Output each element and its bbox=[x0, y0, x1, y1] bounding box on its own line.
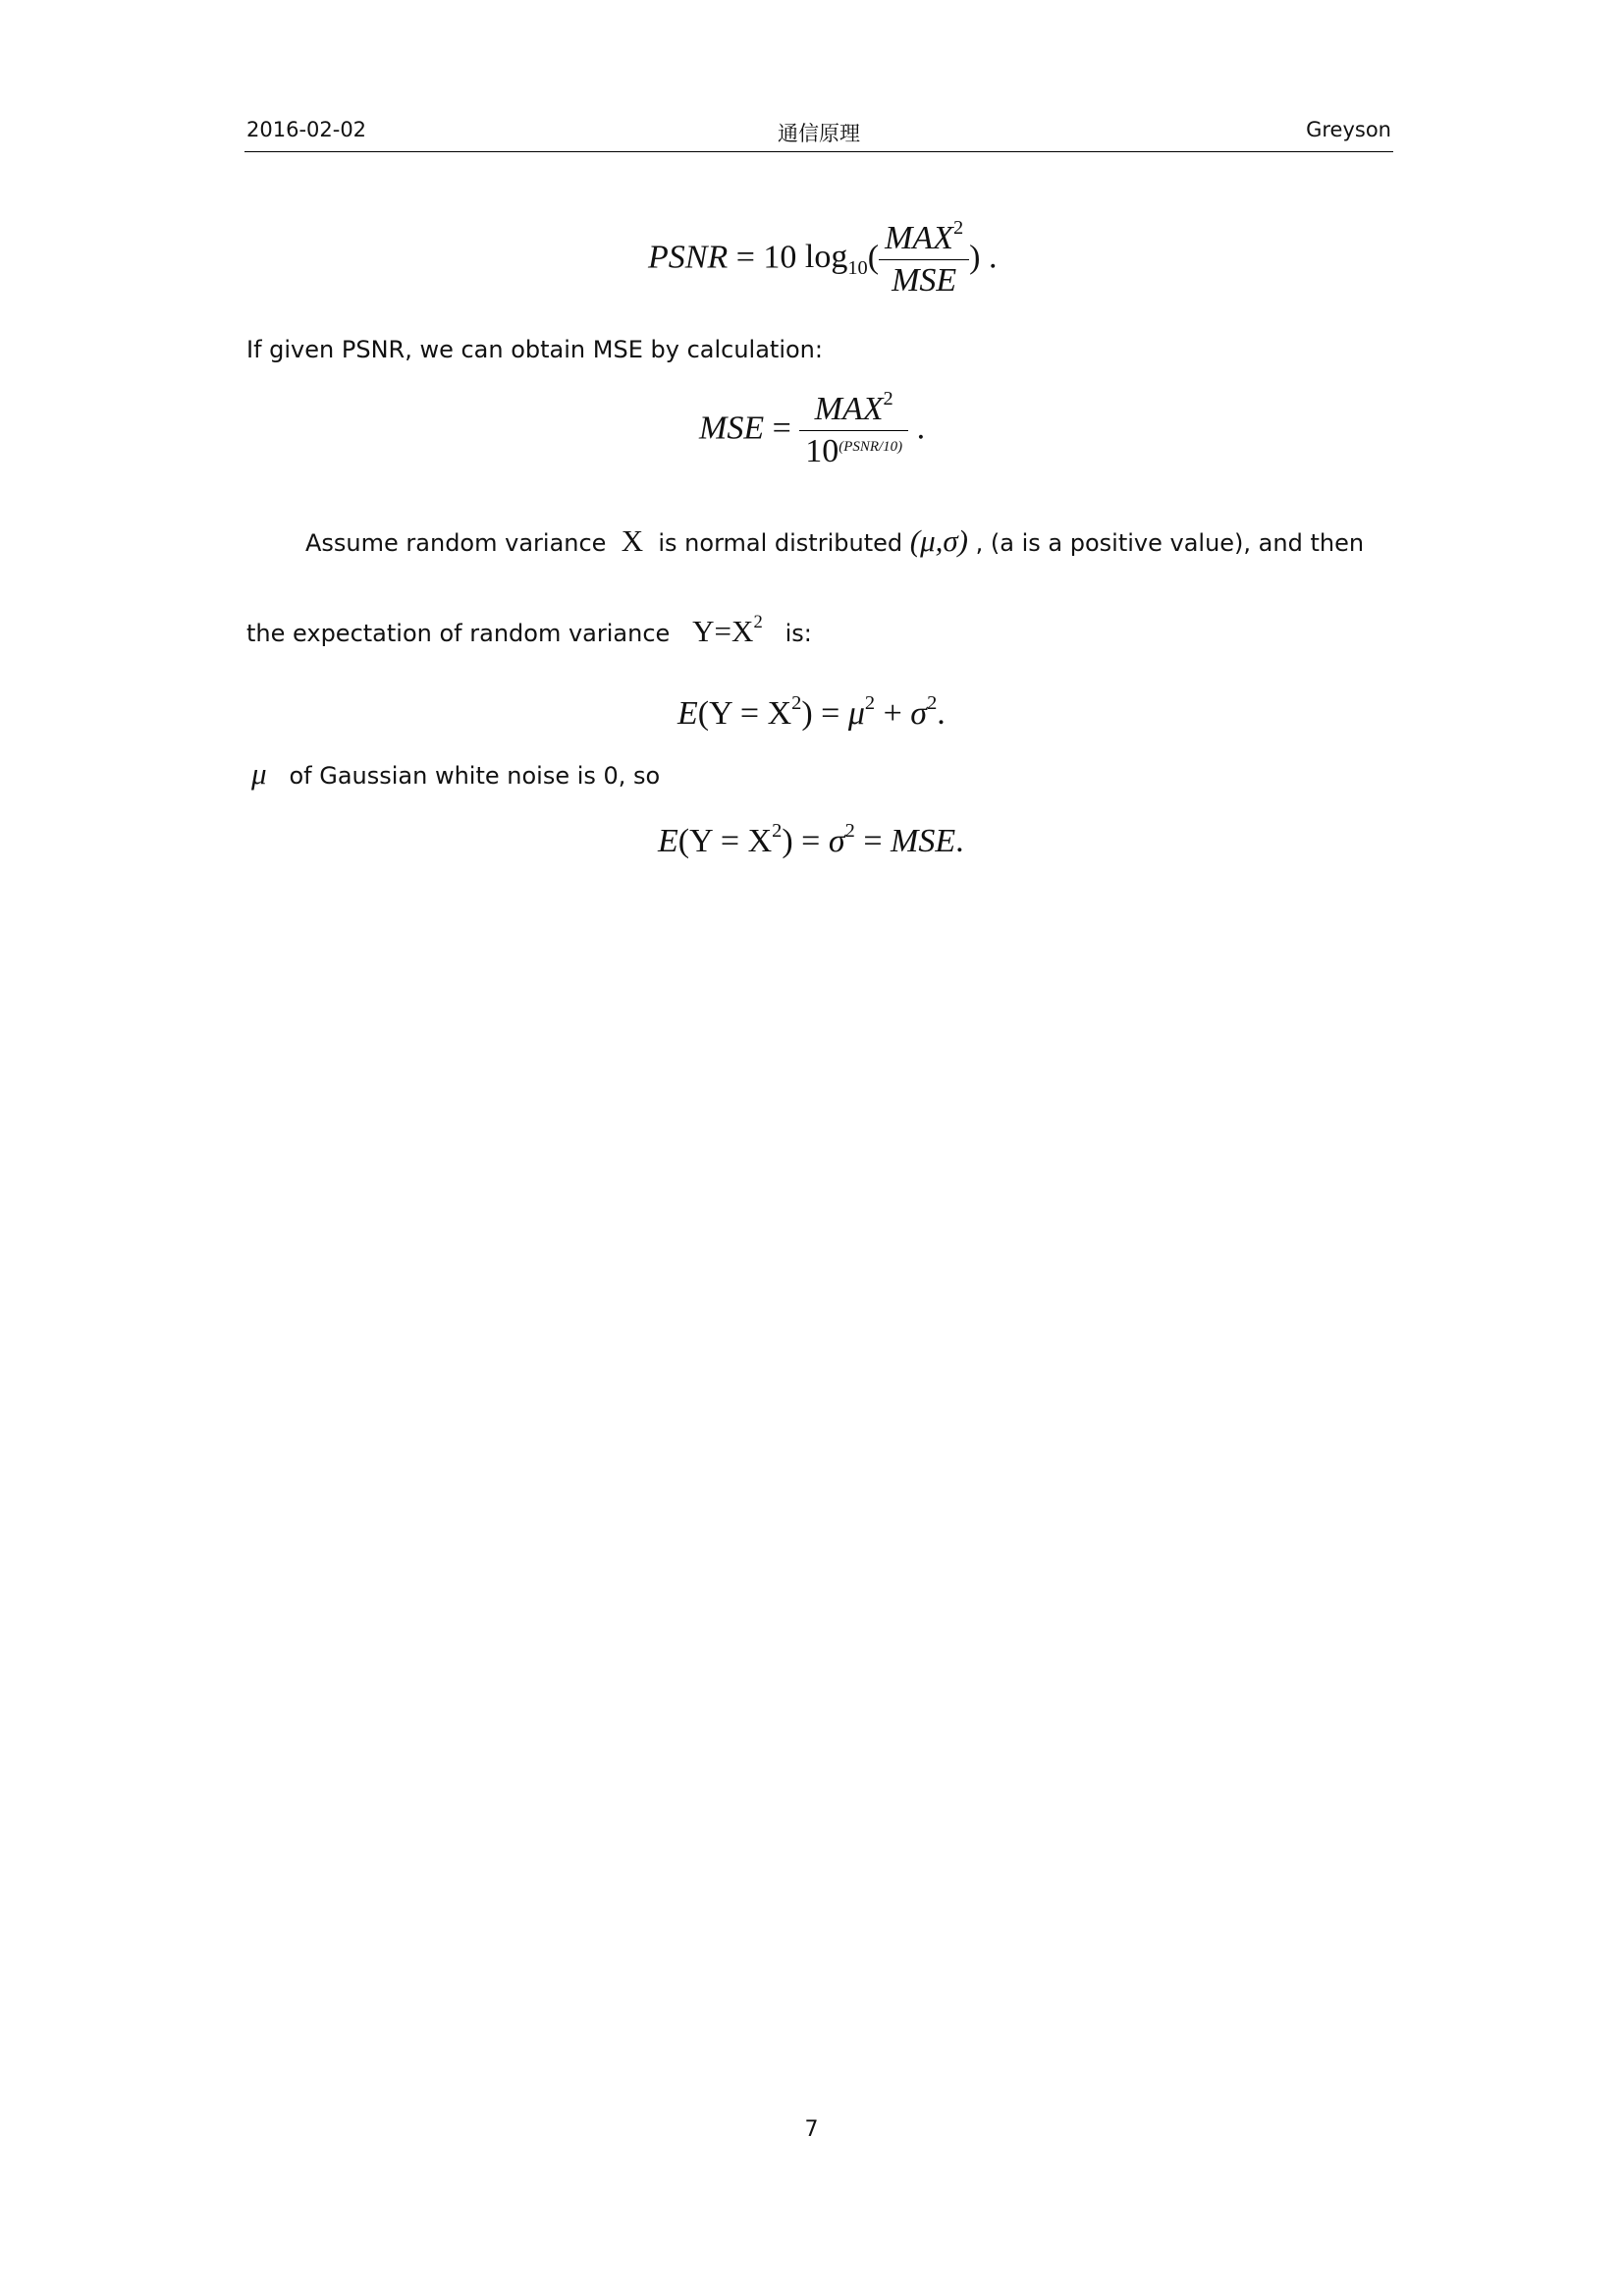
paragraph-expectation: the expectation of random variance $Y=X^2$ is: bbox=[246, 612, 812, 648]
page-header bbox=[244, 116, 1393, 152]
equation-mse bbox=[699, 387, 926, 470]
header-title: 通信原理 bbox=[778, 122, 860, 145]
equation-expectation: $E(Y = X^2) = \mu^2 + \sigma^2$. bbox=[677, 691, 946, 732]
var-x: X bbox=[621, 523, 644, 558]
expr-y-x2: $Y=X^2$ bbox=[692, 612, 763, 648]
eq2-op: = bbox=[772, 410, 791, 447]
eq1-op: = bbox=[735, 239, 755, 276]
paragraph-normal-distributed: Assume random variance X is normal distributed (μ,σ) , (a is a positive value), and then bbox=[305, 523, 1365, 558]
header-author: Greyson bbox=[1306, 118, 1391, 141]
paragraph-gaussian-noise: μ of Gaussian white noise is 0, so bbox=[251, 756, 661, 791]
header-date: 2016-02-02 bbox=[246, 118, 367, 141]
eq1-lhs: PSNR bbox=[648, 239, 729, 276]
page-number: 7 bbox=[804, 2117, 819, 2142]
dist-params: (μ,σ) bbox=[909, 523, 968, 558]
eq1-coef: 10 bbox=[763, 239, 797, 276]
eq2-lhs: MSE bbox=[699, 410, 765, 447]
paragraph-psnr-calc: If given PSNR, we can obtain MSE by calculation: bbox=[246, 336, 823, 363]
eq1-fraction: $\frac{MAX^2}{\text{MSE}}$ bbox=[879, 220, 969, 300]
mu-symbol: μ bbox=[251, 756, 267, 791]
eq2-fraction: $\frac{MAX^2}{10^{(PSNR/10)}}$ bbox=[799, 391, 908, 470]
eq1-fn: $\log_{10}$ bbox=[804, 239, 868, 280]
eq1-tail: . bbox=[988, 239, 998, 276]
eq2-tail: . bbox=[916, 410, 926, 447]
equation-psnr: PSNR = 10 $\log_{10}$( $\frac{MAX^2}{\text{MSE}}$ ) . bbox=[648, 216, 998, 299]
equation-sigma-mse: $E(Y = X^2) = \sigma^2$ = MSE. bbox=[658, 819, 964, 859]
